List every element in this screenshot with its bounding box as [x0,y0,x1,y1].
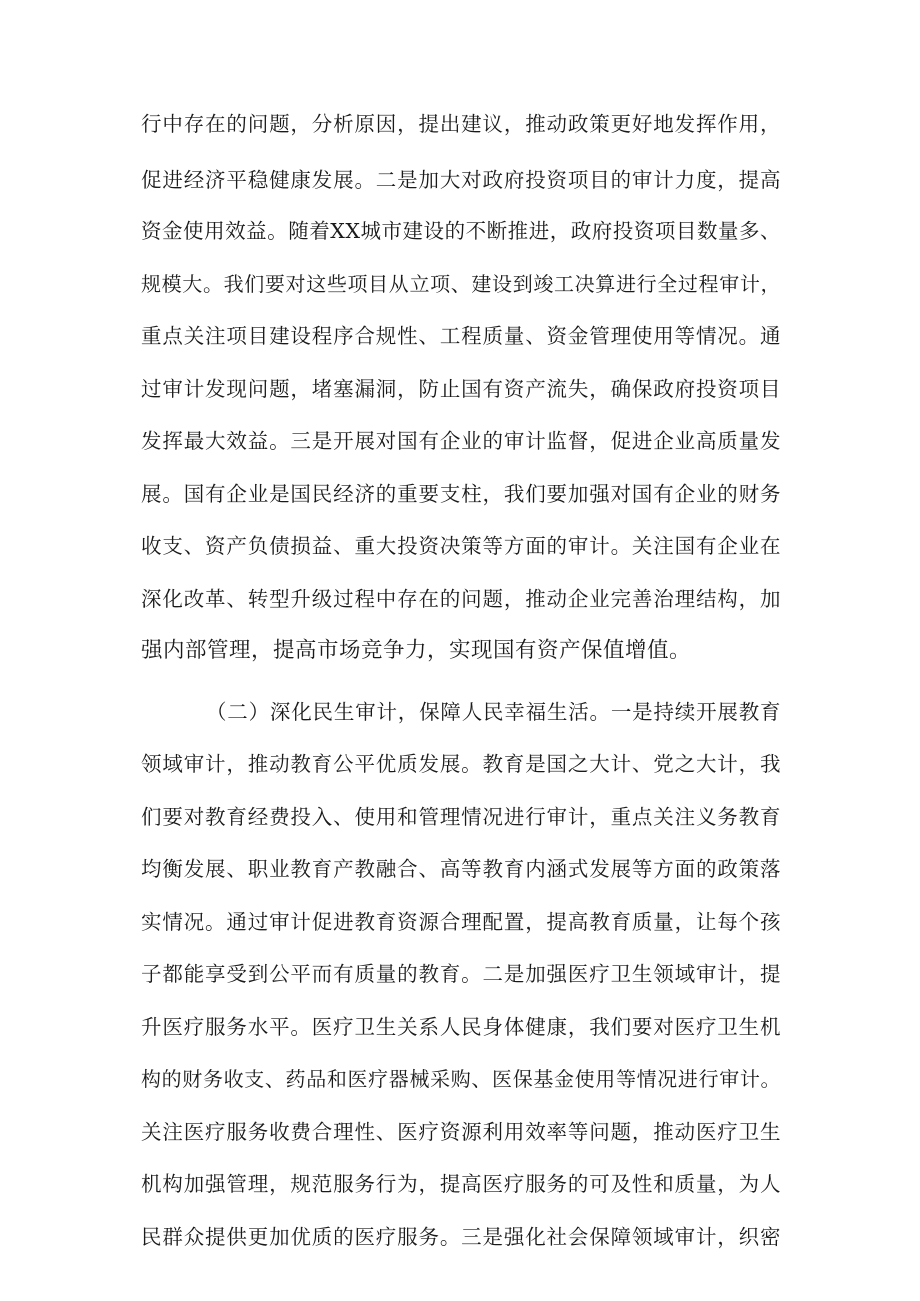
text-line: 行中存在的问题，分析原因，提出建议，推动政策更好地发挥作用， [141,112,781,136]
text-line: 深化改革、转型升级过程中存在的问题，推动企业完善治理结构，加 [141,587,781,611]
text-line: 升医疗服务水平。医疗卫生关系人民身体健康，我们要对医疗卫生机 [141,1015,781,1039]
text-line: 子都能享受到公平而有质量的教育。二是加强医疗卫生领域审计，提 [141,962,781,986]
text-line: 实情况。通过审计促进教育资源合理配置，提高教育质量，让每个孩 [141,910,781,934]
text-line: 发挥最大效益。三是开展对国有企业的审计监督，促进企业高质量发 [141,429,781,453]
text-line: 民群众提供更加优质的医疗服务。三是强化社会保障领域审计，织密 [141,1225,781,1249]
text-line: 关注医疗服务收费合理性、医疗资源利用效率等问题，推动医疗卫生 [141,1120,781,1144]
text-line: 领域审计，推动教育公平优质发展。教育是国之大计、党之大计，我 [141,752,781,776]
text-line: 强内部管理，提高市场竞争力，实现国有资产保值增值。 [141,638,692,663]
text-line: 机构加强管理，规范服务行为，提高医疗服务的可及性和质量，为人 [141,1172,781,1196]
text-line: 收支、资产负债损益、重大投资决策等方面的审计。关注国有企业在 [141,534,781,558]
text-line: 均衡发展、职业教育产教融合、高等教育内涵式发展等方面的政策落 [141,857,781,881]
text-line: 过审计发现问题，堵塞漏洞，防止国有资产流失，确保政府投资项目 [141,377,781,401]
text-line: 重点关注项目建设程序合规性、工程质量、资金管理使用等情况。通 [141,324,781,348]
text-line: 展。国有企业是国民经济的重要支柱，我们要加强对国有企业的财务 [141,482,781,506]
text-line: 资金使用效益。随着XX城市建设的不断推进，政府投资项目数量多、 [141,219,781,243]
text-line: 规模大。我们要对这些项目从立项、建设到竣工决算进行全过程审计， [141,272,781,296]
text-line: （二）深化民生审计，保障人民幸福生活。一是持续开展教育 [206,700,781,724]
text-line: 促进经济平稳健康发展。二是加大对政府投资项目的审计力度，提高 [141,168,781,192]
text-line: 们要对教育经费投入、使用和管理情况进行审计，重点关注义务教育 [141,805,781,829]
text-line: 构的财务收支、药品和医疗器械采购、医保基金使用等情况进行审计。 [141,1067,781,1091]
